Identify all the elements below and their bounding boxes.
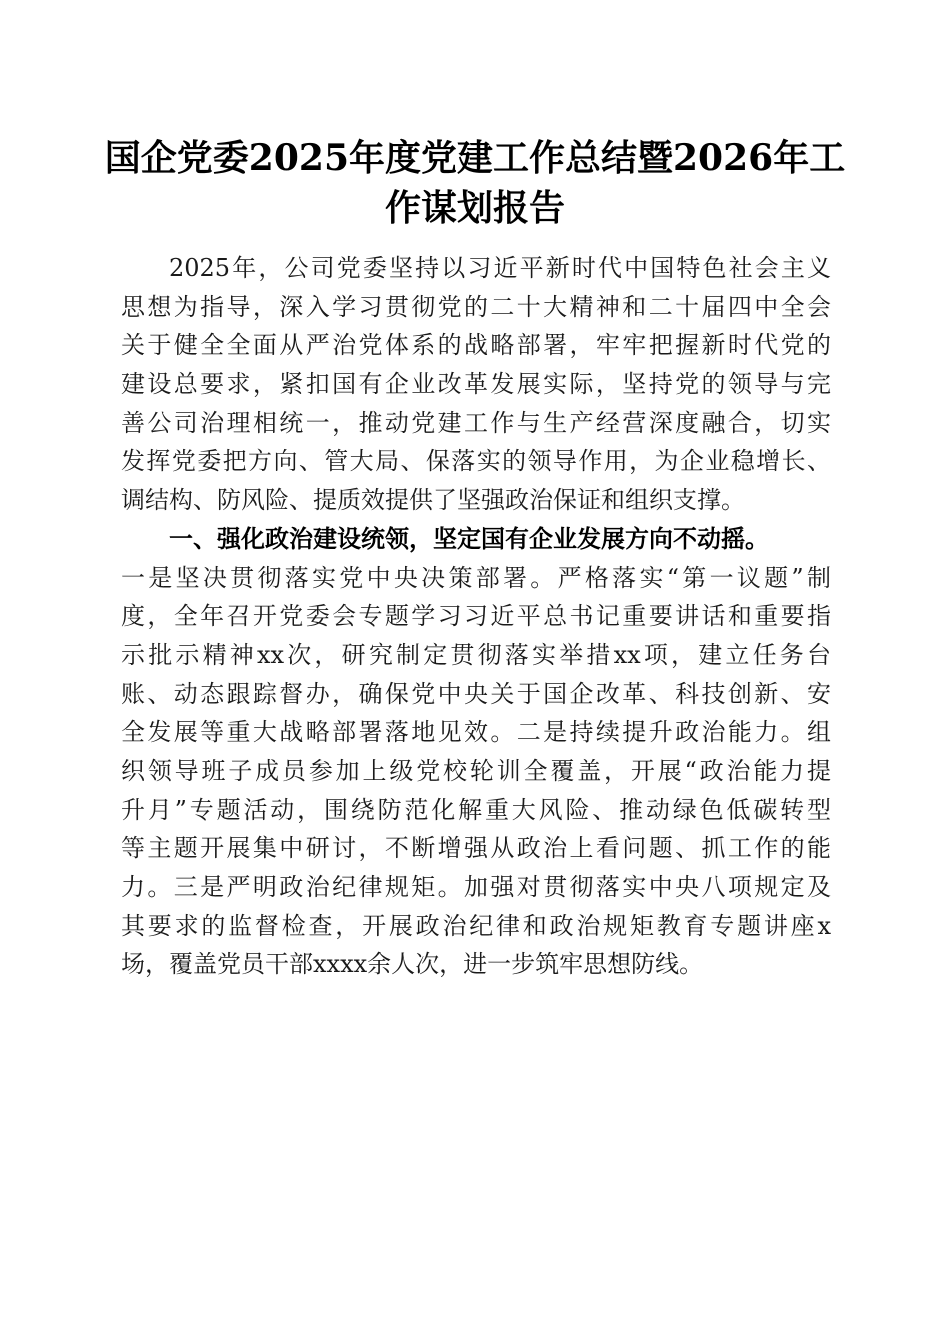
document-body xyxy=(121,249,831,984)
paragraph-line: 发挥党委把方向、管大局、保落实的领导作用，为企业稳增长、 xyxy=(121,447,831,476)
section-line: 全发展等重大战略部署落地见效。二是持续提升政治能力。组 xyxy=(121,718,831,747)
paragraph-line: 建设总要求，紧扣国有企业改革发展实际，坚持党的领导与完 xyxy=(121,370,831,399)
paragraph-line: 2025年，公司党委坚持以习近平新时代中国特色社会主义 xyxy=(169,254,831,282)
paragraph-line: 关于健全全面从严治党体系的战略部署，牢牢把握新时代党的 xyxy=(121,331,831,360)
title-line-1: 国企党委2025年度党建工作总结暨2026年工 xyxy=(104,137,846,179)
section-line: 等主题开展集中研讨，不断增强从政治上看问题、抓工作的能 xyxy=(121,834,831,863)
section-line: 示批示精神xx次，研究制定贯彻落实举措xx项，建立任务台 xyxy=(121,640,831,669)
section-line: 账、动态跟踪督办，确保党中央关于国企改革、科技创新、安 xyxy=(121,679,831,708)
paragraph-line: 善公司治理相统一，推动党建工作与生产经营深度融合，切实 xyxy=(121,408,831,437)
section-line: 场，覆盖党员干部xxxx余人次，进一步筑牢思想防线。 xyxy=(121,950,704,979)
paragraph-line: 思想为指导，深入学习贯彻党的二十大精神和二十届四中全会 xyxy=(121,292,831,321)
section-heading: 一、强化政治建设统领，坚定国有企业发展方向不动摇。 xyxy=(169,523,769,553)
section-line: 其要求的监督检查，开展政治纪律和政治规矩教育专题讲座x xyxy=(121,911,831,940)
section-line: 力。三是严明政治纪律规矩。加强对贯彻落实中央八项规定及 xyxy=(121,873,831,901)
paragraph-line: 调结构、防风险、提质效提供了坚强政治保证和组织支撑。 xyxy=(121,486,745,515)
section-line: 一是坚决贯彻落实党中央决策部署。严格落实“第一议题”制 xyxy=(121,563,831,592)
section-line: 织领导班子成员参加上级党校轮训全覆盖，开展“政治能力提 xyxy=(121,756,831,785)
section-line: 度，全年召开党委会专题学习习近平总书记重要讲话和重要指 xyxy=(121,602,831,631)
document-title xyxy=(100,133,850,233)
title-line-2: 作谋划报告 xyxy=(384,187,565,229)
section-line: 升月”专题活动，围绕防范化解重大风险、推动绿色低碳转型 xyxy=(121,795,831,824)
